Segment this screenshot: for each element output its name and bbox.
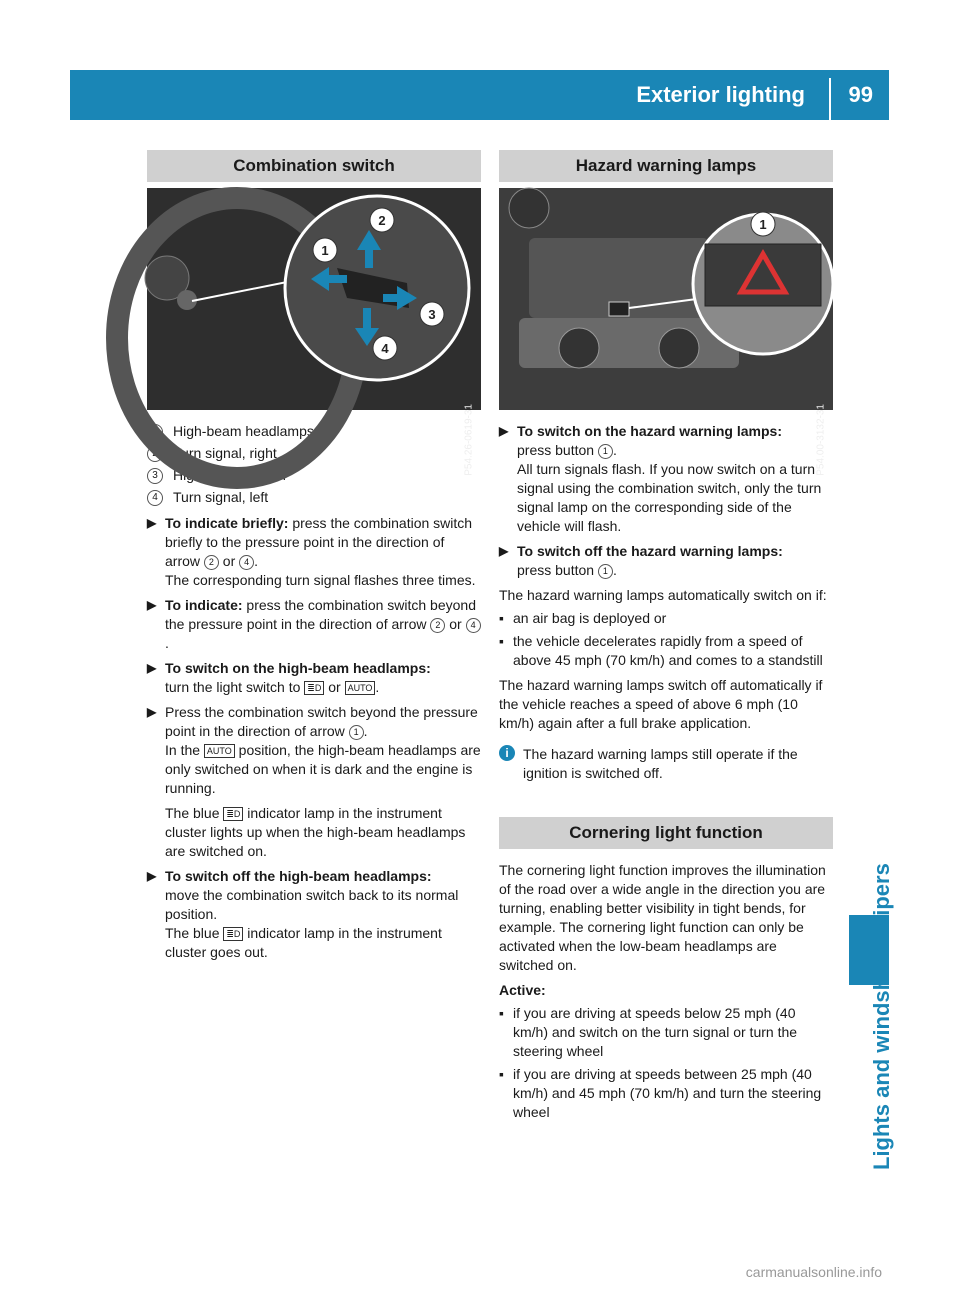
step-indicate	[147, 596, 481, 653]
step-text: In the	[165, 742, 204, 758]
step-text: .	[612, 442, 617, 458]
step-text: indicator lamp in the instrument cluster goes out.	[165, 925, 442, 960]
combination-switch-heading: Combination switch	[147, 150, 481, 182]
step-arrow-icon: ▶	[499, 544, 509, 558]
info-icon: i	[499, 745, 515, 761]
info-note	[499, 745, 833, 783]
svg-text:1: 1	[321, 243, 329, 258]
auto-symbol-icon: AUTO	[345, 681, 376, 695]
section-title: Exterior lighting	[636, 82, 805, 107]
hazard-warning-heading: Hazard warning lamps	[499, 150, 833, 182]
step-text: press button	[517, 562, 598, 578]
callout-number: 3	[147, 468, 163, 484]
note-text: The blue	[165, 805, 224, 821]
callout-number: 1	[598, 444, 613, 459]
step-label: To indicate:	[165, 597, 243, 613]
step-text: .	[254, 553, 259, 569]
bullet-icon: ▪	[499, 1066, 504, 1082]
list-item	[499, 1065, 833, 1122]
step-hazard-off	[499, 542, 833, 580]
callout-number: 2	[204, 555, 219, 570]
note-text: indicator lamp in the instrument cluster lights up when the high-beam headlamps are switched on.	[165, 805, 466, 859]
callout-number: 2	[430, 618, 445, 633]
step-arrow-icon: ▶	[499, 424, 509, 438]
auto-off-text: The hazard warning lamps switch off automatically if the vehicle reaches a speed of above 6 mph (10 km/h) again after a full brake application.	[499, 677, 823, 731]
step-indicate-briefly	[147, 514, 481, 590]
step-label: To switch on the hazard warning lamps:	[517, 423, 782, 439]
svg-text:2: 2	[378, 213, 386, 228]
step-hazard-on	[499, 422, 833, 536]
high-beam-indicator-icon: ≣D	[223, 807, 243, 821]
bullet-icon: ▪	[499, 610, 504, 626]
legend-text: High-beam headlamps	[173, 423, 314, 439]
list-text: if you are driving at speeds between 25 mph (40 km/h) and 45 mph (70 km/h) and turn the steering wheel	[513, 1066, 822, 1120]
list-text: an air bag is deployed or	[513, 610, 667, 626]
step-arrow-icon: ▶	[147, 869, 157, 883]
header-divider	[829, 78, 831, 120]
step-arrow-icon: ▶	[147, 598, 157, 612]
list-item	[499, 1004, 833, 1061]
step-text: .	[375, 679, 380, 695]
callout-number: 4	[239, 555, 254, 570]
step-text: press the combination switch briefly to the pressure point in the direction of arrow	[165, 515, 473, 569]
svg-text:4: 4	[381, 341, 389, 356]
step-text: or	[218, 553, 240, 569]
legend-text: Turn signal, right	[173, 445, 277, 461]
step-result: All turn signals flash. If you now switch on a turn signal using the combination switch, only the turn signal lamp on the corresponding side of the vehicle will flash.	[517, 461, 822, 534]
list-item	[499, 609, 833, 628]
watermark: carmanualsonline.info	[745, 1264, 882, 1280]
step-text: turn the light switch to	[165, 679, 305, 695]
step-press-switch	[147, 703, 481, 798]
step-arrow-icon: ▶	[147, 661, 157, 675]
low-beam-symbol-icon: ≣D	[304, 681, 324, 695]
svg-text:3: 3	[428, 307, 436, 322]
step-text: .	[165, 635, 169, 651]
auto-on-intro: The hazard warning lamps automatically switch on if:	[499, 587, 827, 603]
page-number: 99	[848, 82, 873, 107]
step-text: press the combination switch beyond the pressure point in the direction of arrow	[165, 597, 476, 632]
high-beam-indicator-icon: ≣D	[223, 927, 243, 941]
legend-text: Turn signal, left	[173, 489, 269, 505]
bullet-icon: ▪	[499, 1005, 504, 1021]
callout-number: 2	[147, 446, 163, 462]
step-text: position, the high-beam headlamps are only switched on when it is dark and the engine is running.	[165, 742, 481, 796]
list-item	[499, 632, 833, 670]
active-label: Active:	[499, 982, 546, 998]
step-arrow-icon: ▶	[147, 705, 157, 719]
legend-item	[147, 486, 481, 508]
header-bar	[70, 70, 889, 120]
step-text: The blue	[165, 925, 224, 941]
step-arrow-icon: ▶	[147, 516, 157, 530]
list-text: if you are driving at speeds below 25 mph (40 km/h) and switch on the turn signal or turn the steering wheel	[513, 1005, 798, 1059]
step-high-beam-off	[147, 867, 481, 962]
step-label: To switch off the hazard warning lamps:	[517, 543, 783, 559]
step-text: Press the combination switch beyond the pressure point in the direction of arrow	[165, 704, 478, 739]
info-text: The hazard warning lamps still operate if the ignition is switched off.	[523, 746, 798, 781]
left-column	[147, 150, 481, 962]
chapter-label: Lights and windshield wipers	[869, 863, 894, 1170]
figure-code: P54.26-0619-31	[464, 404, 475, 476]
callout-number: 1	[349, 725, 364, 740]
step-text: or	[445, 616, 466, 632]
callout-number: 4	[147, 490, 163, 506]
svg-text:1: 1	[759, 217, 767, 232]
figure-code: P54.00-3132-31	[816, 404, 827, 476]
indicator-note	[147, 804, 481, 861]
step-label: To switch on the high-beam headlamps:	[165, 660, 431, 676]
step-result: The corresponding turn signal flashes three times.	[165, 572, 476, 588]
legend-text: High-beam flasher	[173, 467, 288, 483]
hazard-button-illustration	[499, 188, 833, 410]
combination-switch-illustration	[147, 188, 481, 410]
step-high-beam-on	[147, 659, 481, 697]
cornering-description: The cornering light function improves the illumination of the road over a wide angle in the direction you are turning, enabling better visibility in tight bends, for example. The cornering light function can only be activated when the low-beam headlamps are switched on.	[499, 862, 826, 973]
callout-number: 1	[598, 564, 613, 579]
step-text: or	[324, 679, 345, 695]
auto-symbol-icon: AUTO	[204, 744, 235, 758]
step-label: To indicate briefly:	[165, 515, 289, 531]
cornering-light-heading: Cornering light function	[499, 817, 833, 849]
step-text: move the combination switch back to its normal position.	[165, 887, 459, 922]
bullet-icon: ▪	[499, 633, 504, 649]
list-text: the vehicle decelerates rapidly from a speed of above 45 mph (70 km/h) and comes to a standstill	[513, 633, 823, 668]
step-text: press button	[517, 442, 598, 458]
step-text: .	[363, 723, 368, 739]
callout-number: 4	[466, 618, 481, 633]
right-column	[499, 150, 833, 1122]
step-text: .	[612, 562, 617, 578]
step-label: To switch off the high-beam headlamps:	[165, 868, 432, 884]
callout-number: 1	[147, 424, 163, 440]
